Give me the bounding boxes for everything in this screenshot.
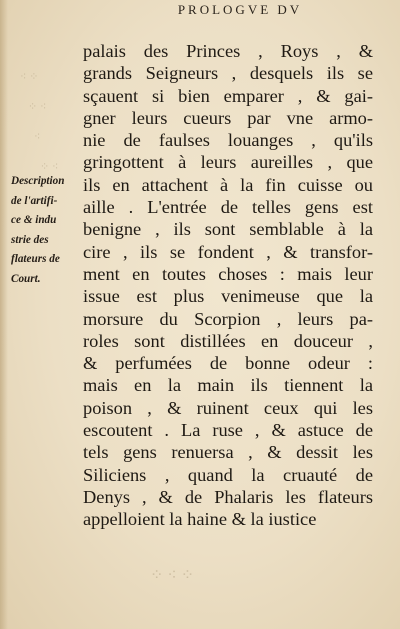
margin-note xyxy=(11,172,85,289)
text-line: benigne , ils sont semblable à la xyxy=(83,219,373,240)
text-line: Siliciens , quand la cruauté de xyxy=(83,464,373,485)
text-line: issue est plus venimeuse que la xyxy=(83,286,373,307)
text-line: mais en la main ils tiennent la xyxy=(83,375,373,396)
text-line: escoutent . La ruse , & astuce de xyxy=(83,420,373,441)
text-line: appelloient la haine & la iustice xyxy=(83,509,317,530)
text-line: palais des Princes , Roys , & xyxy=(83,41,373,61)
text-line: aille . L'entrée de telles gens est xyxy=(83,197,373,218)
text-line: nie de faulses louanges , qu'ils xyxy=(83,130,373,151)
text-line: & perfumées de bonne odeur : xyxy=(83,353,373,374)
show-through-ink: ⁘ ⁖ ⁘ xyxy=(150,567,195,584)
show-through-ink: ⁘ ⁖ xyxy=(28,101,47,113)
margin-note-line: strie des xyxy=(11,233,49,246)
text-line: ment en toutes choses : mais leur xyxy=(83,263,373,284)
text-line: sçauent si bien emparer , & gai- xyxy=(83,85,373,106)
running-head: PROLOGVE DV xyxy=(177,2,303,17)
text-line: gner leurs cueurs par vne armo- xyxy=(83,107,373,128)
margin-note-line: Description xyxy=(11,175,65,187)
text-line: Denys , & de Phalaris les flateurs xyxy=(83,486,373,507)
text-line: roles sont distillées en douceur , xyxy=(83,330,373,351)
page-gutter-shadow xyxy=(0,0,8,629)
text-line: poison , & ruinent ceux qui les xyxy=(83,397,373,418)
margin-note-line: ce & indu xyxy=(11,214,57,226)
margin-note-line: de l'artifi- xyxy=(11,194,58,207)
show-through-ink: ⁘ ⁖ xyxy=(40,161,59,173)
text-line: morsure du Scorpion , leurs pa- xyxy=(83,308,373,329)
text-line: ils en attachent à la fin cuisse ou xyxy=(83,174,373,195)
show-through-ink: ⁖ ⁘ xyxy=(20,71,39,83)
margin-note-line: flateurs de xyxy=(11,253,60,265)
show-through-ink: ⁖ xyxy=(34,131,41,143)
text-line: tels gens renuersa , & dessit les xyxy=(83,442,373,463)
text-line: cire , ils se fondent , & transfor- xyxy=(83,241,373,262)
body-text xyxy=(83,40,373,531)
margin-note-line: Court. xyxy=(11,272,41,285)
text-line: grands Seigneurs , desquels ils se xyxy=(83,63,373,84)
text-line: gringottent à leurs aureilles , que xyxy=(83,152,373,173)
